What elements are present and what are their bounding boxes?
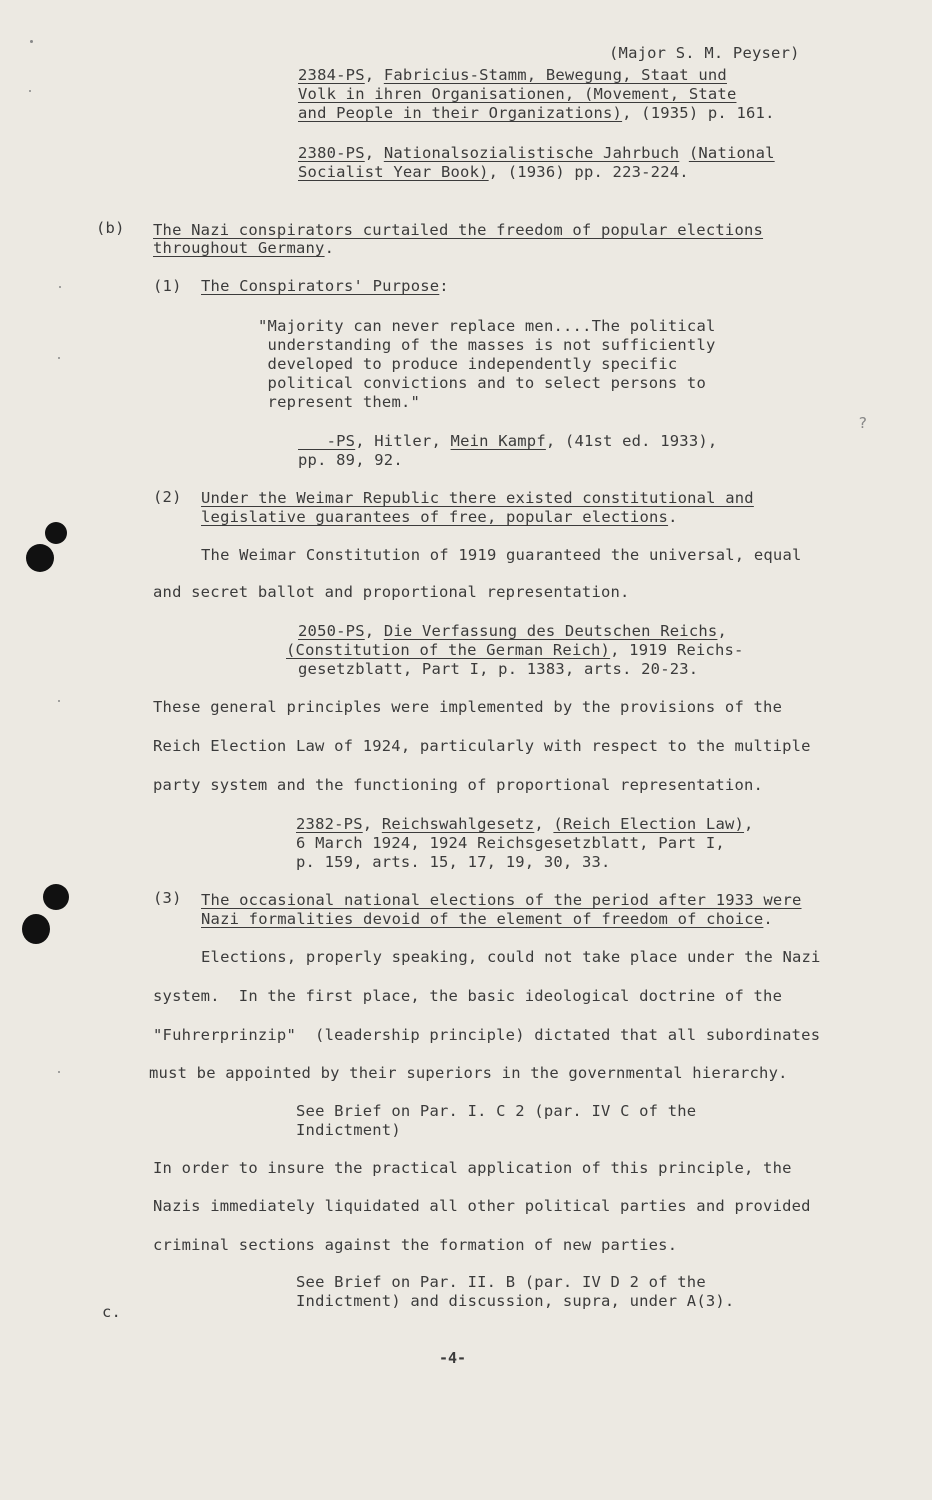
doc-code: 2384-PS [298, 66, 365, 84]
citation-title: Reichswahlgesetz [381, 815, 535, 833]
citation-translation: (Constitution of the German Reich) [286, 641, 611, 659]
citation-title: Mein Kampf [450, 432, 546, 450]
paragraph-line: and secret ballot and proportional representation. [153, 583, 630, 601]
item-2-heading-line1: Under the Weimar Republic there existed constitutional and [201, 489, 754, 507]
doc-code: -PS [298, 432, 356, 450]
paragraph-line: Elections, properly speaking, could not take place under the Nazi [201, 948, 821, 966]
citation-mein-kampf-line2: pp. 89, 92. [298, 451, 403, 469]
punch-hole-2 [26, 544, 54, 572]
author-attribution: (Major S. M. Peyser) [609, 44, 800, 62]
punch-hole-1 [45, 522, 67, 544]
section-b-marker: (b) [96, 219, 125, 237]
paragraph-line: The Weimar Constitution of 1919 guaranteed the universal, equal [201, 546, 802, 564]
paragraph-line: These general principles were implemented by the provisions of the [153, 698, 783, 716]
paragraph-line: Reich Election Law of 1924, particularly with respect to the multiple [153, 737, 811, 755]
punch-hole-3 [43, 884, 69, 910]
item-2-heading-line2: legislative guarantees of free, popular elections. [201, 508, 678, 526]
citation-2382ps-line1: 2382-PS, Reichswahlgesetz, (Reich Election Law), [296, 815, 754, 833]
speck [29, 90, 31, 92]
citation-translation: (National [688, 144, 775, 162]
speck [58, 1071, 60, 1073]
page-number: -4- [439, 1349, 467, 1367]
doc-code: 2380-PS [298, 144, 365, 162]
citation-2380ps-line1: 2380-PS, Nationalsozialistische Jahrbuch (National [298, 144, 775, 162]
quote-line: political convictions and to select persons to [258, 374, 706, 392]
citation-2382ps-line2: 6 March 1924, 1924 Reichsgesetzblatt, Part I, [296, 834, 725, 852]
doc-code: 2382-PS [296, 815, 363, 833]
speck [58, 357, 60, 359]
item-1-heading: The Conspirators' Purpose: [201, 277, 449, 295]
citation-translation: and People in their Organizations) [298, 104, 623, 122]
item-1-marker: (1) [153, 277, 182, 295]
quote-line: represent them." [258, 393, 421, 411]
paragraph-line: must be appointed by their superiors in the governmental hierarchy. [149, 1064, 788, 1082]
citation-2050ps-line2: (Constitution of the German Reich), 1919 Reichs- [286, 641, 744, 659]
citation-translation: (Reich Election Law) [553, 815, 745, 833]
citation-2384ps-line1: 2384-PS, Fabricius-Stamm, Bewegung, Staat und [298, 66, 727, 84]
citation-title: Die Verfassung des Deutschen Reichs [383, 622, 718, 640]
paragraph-line: Nazis immediately liquidated all other political parties and provided [153, 1197, 811, 1215]
citation-title: Volk in ihren Organisationen, [298, 85, 584, 103]
item-3-marker: (3) [153, 889, 182, 907]
citation-pages: , (1936) pp. 223-224. [488, 163, 689, 181]
citation-translation: Socialist Year Book) [298, 163, 489, 181]
quote-line: "Majority can never replace men....The political [258, 317, 716, 335]
citation-2384ps-line3 [298, 104, 775, 123]
paragraph-line: party system and the functioning of proportional representation. [153, 776, 764, 794]
see-brief-line: See Brief on Par. I. C 2 (par. IV C of the [296, 1102, 697, 1120]
item-2-marker: (2) [153, 488, 182, 506]
continuation-marker: c. [102, 1303, 122, 1321]
see-brief-line: Indictment) [296, 1121, 401, 1139]
citation-translation: (Movement, State [583, 85, 737, 103]
item-3-heading-line1: The occasional national elections of the period after 1933 were [201, 891, 802, 909]
see-brief-line: See Brief on Par. II. B (par. IV D 2 of the [296, 1273, 706, 1291]
margin-question-mark: ? [858, 414, 868, 432]
citation-2380ps-line2 [298, 163, 689, 182]
quote-line: developed to produce independently specific [258, 355, 678, 373]
paragraph-line: system. In the first place, the basic ideological doctrine of the [153, 987, 783, 1005]
speck [59, 286, 61, 288]
item-3-heading-line2: Nazi formalities devoid of the element of freedom of choice. [201, 910, 773, 928]
citation-mein-kampf-line1: -PS, Hitler, Mein Kampf, (41st ed. 1933), [298, 432, 718, 450]
speck [58, 700, 60, 702]
citation-title: Nationalsozialistische Jahrbuch [383, 144, 680, 162]
citation-2050ps-line3: gesetzblatt, Part I, p. 1383, arts. 20-23. [298, 660, 699, 678]
section-b-heading-line1: The Nazi conspirators curtailed the freedom of popular elections [153, 221, 764, 239]
citation-title: Fabricius-Stamm, Bewegung, Staat und [383, 66, 727, 84]
paragraph-line: criminal sections against the formation of new parties. [153, 1236, 678, 1254]
citation-2050ps-line1: 2050-PS, Die Verfassung des Deutschen Reichs, [298, 622, 727, 640]
citation-2384ps-line2 [298, 85, 736, 104]
punch-hole-4 [22, 914, 50, 944]
paragraph-line: In order to insure the practical application of this principle, the [153, 1159, 792, 1177]
speck [30, 40, 33, 43]
doc-code: 2050-PS [298, 622, 365, 640]
citation-pages: , (1935) p. 161. [622, 104, 775, 122]
section-b-heading-line2: throughout Germany. [153, 239, 335, 257]
see-brief-line: Indictment) and discussion, supra, under A(3). [296, 1292, 735, 1310]
paragraph-line: "Fuhrerprinzip" (leadership principle) dictated that all subordinates [153, 1026, 821, 1044]
quote-line: understanding of the masses is not sufficiently [258, 336, 716, 354]
citation-2382ps-line3: p. 159, arts. 15, 17, 19, 30, 33. [296, 853, 611, 871]
